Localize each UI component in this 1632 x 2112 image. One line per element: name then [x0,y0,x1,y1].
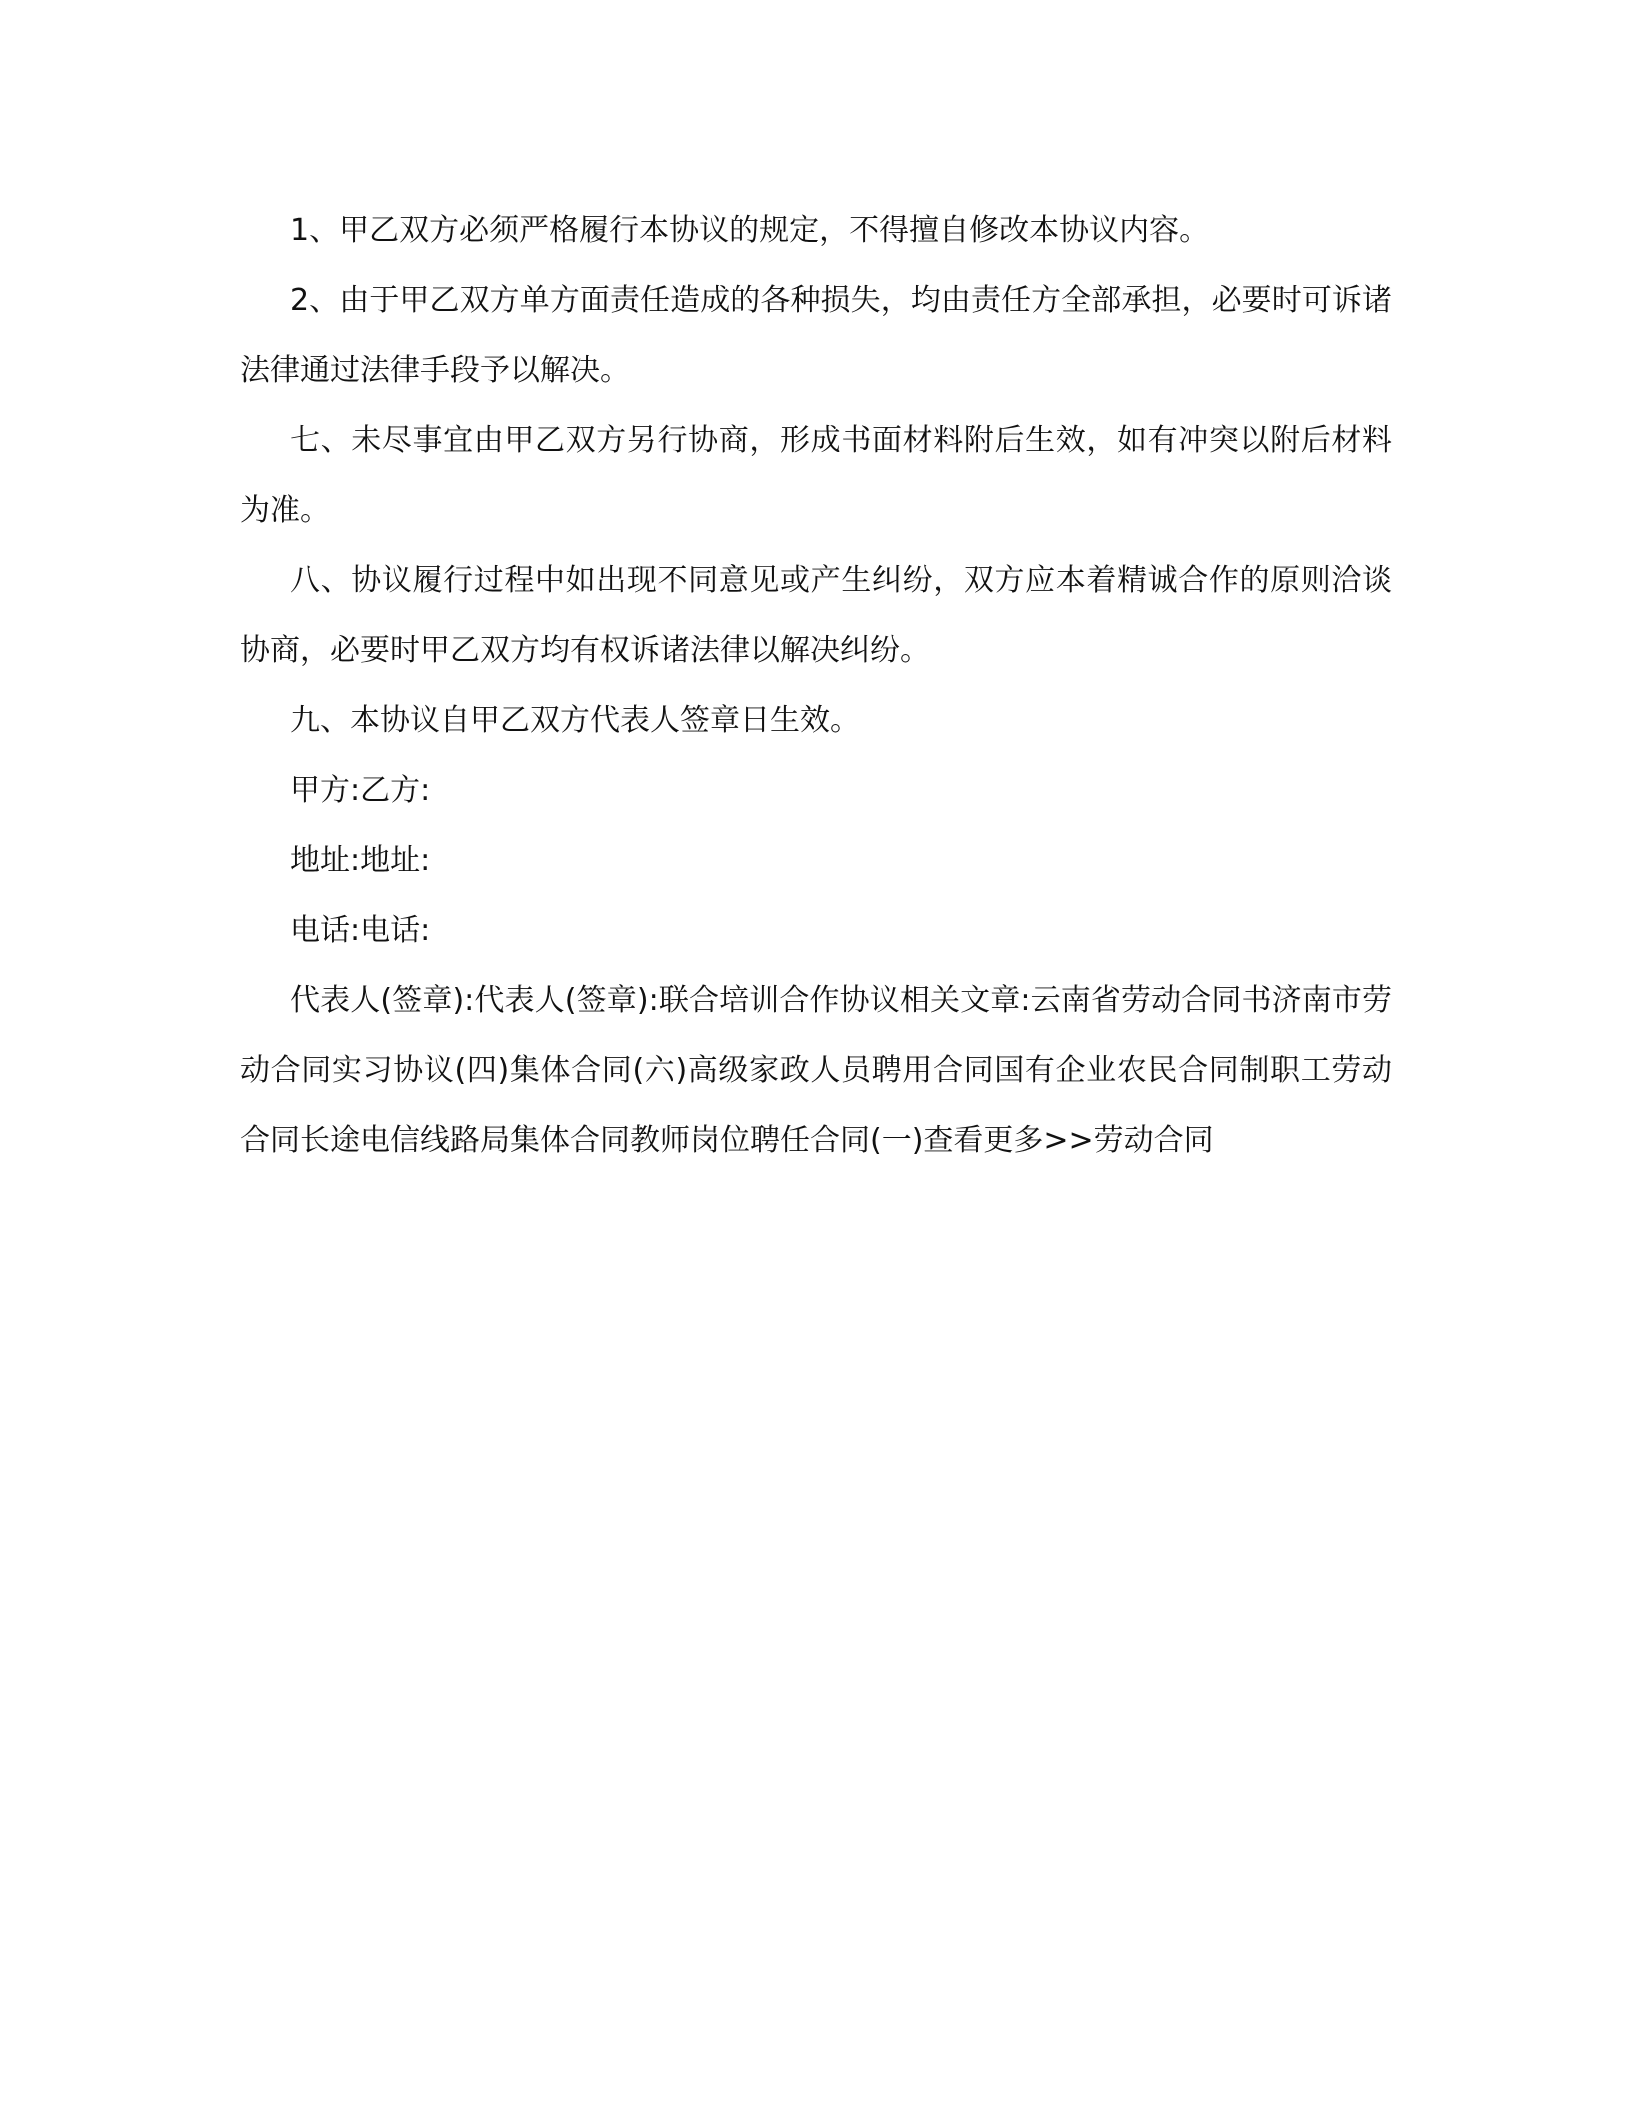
address-line: 地址:地址: [290,843,431,878]
signature-and-related-articles: 代表人(签章):代表人(签章):联合培训合作协议相关文章:云南省劳动合同书济南市劳动合同实习协议(四)集体合同(六)高级家政人员聘用合同国有企业农民合同制职工劳动合同长途电信线路局集体合同教师岗位聘任合同(一)查看更多>>劳动合同 [240,983,1392,1158]
document-body [240,196,1392,1176]
clause-seven: 七、未尽事宜由甲乙双方另行协商，形成书面材料附后生效，如有冲突以附后材料为准。 [240,423,1392,528]
clause-eight: 八、协议履行过程中如出现不同意见或产生纠纷，双方应本着精诚合作的原则洽谈协商，必要时甲乙双方均有权诉诸法律以解决纠纷。 [240,563,1392,668]
phone-line: 电话:电话: [290,913,431,948]
clause-nine: 九、本协议自甲乙双方代表人签章日生效。 [290,703,860,738]
clause-1: 1、甲乙双方必须严格履行本协议的规定，不得擅自修改本协议内容。 [290,213,1210,248]
clause-2: 2、由于甲乙双方单方面责任造成的各种损失，均由责任方全部承担，必要时可诉诸法律通过法律手段予以解决。 [240,283,1392,388]
party-line: 甲方:乙方: [290,773,431,808]
